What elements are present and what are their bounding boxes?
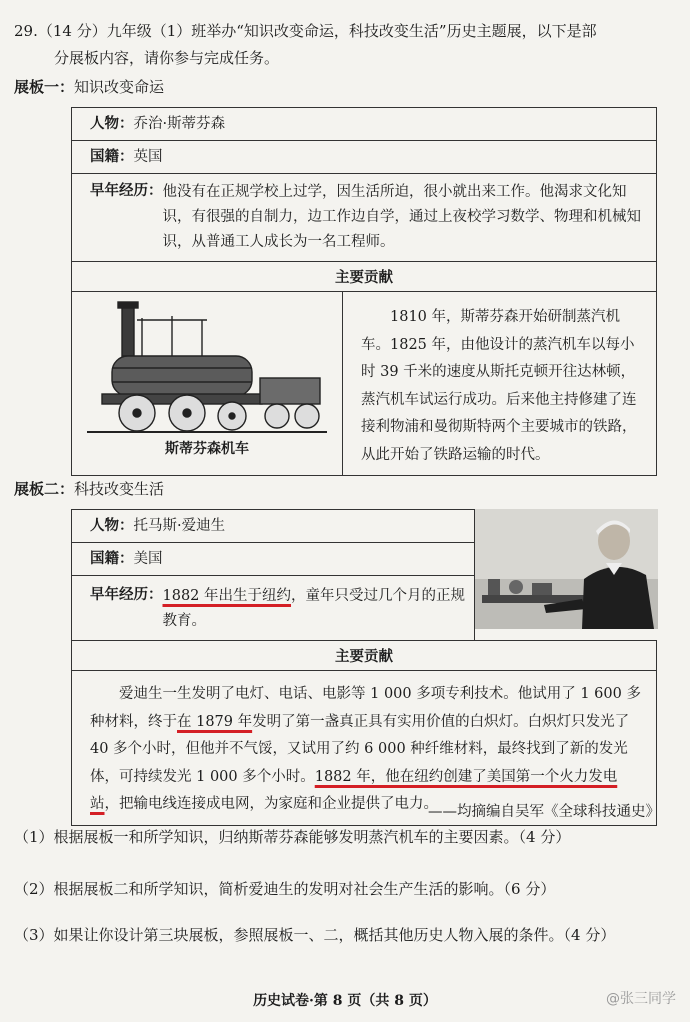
board1-image-caption: 斯蒂芬森机车 — [165, 441, 249, 457]
board2-person: 托马斯·爱迪生 — [133, 518, 226, 534]
source-citation: ——均摘编自吴军《全球科技通史》 — [428, 804, 660, 820]
board1-early-text: 他没有在正规学校上过学，因生活所迫，很小就出来工作。他渴求文化知识，有很强的自制力，边工作边自学，通过上夜校学习数学、物理和机械知识，从普通工人成长为一名工程师。 — [162, 184, 641, 250]
subquestion-1: （1）根据展板一和所学知识，归纳斯蒂芬森能够发明蒸汽机车的主要因素。（4 分） — [14, 828, 571, 846]
intro-line-1: 29.（14 分）九年级（1）班举办“知识改变命运，科技改变生活”历史主题展，以下是部 — [14, 22, 597, 40]
intro-line-2: 分展板内容，请你参与完成任务。 — [54, 49, 280, 67]
watermark: @张三同学 — [606, 991, 676, 1007]
board1-contribution: 1810 年，斯蒂芬森开始研制蒸汽机车。1825 年，由他设计的蒸汽机车以每小时 39 千米的速度从斯托克顿开往达林顿，蒸汽机车试运行成功。后来他主持修建了连接利物浦和曼彻斯特两个主要城市的铁路，从此开始了铁路运输的时代。 — [361, 309, 637, 463]
board1-person: 乔治·斯蒂芬森 — [133, 116, 226, 132]
subquestion-2: （2）根据展板二和所学知识，简析爱迪生的发明对社会生产生活的影响。（6 分） — [14, 880, 556, 898]
board2-early-underlined: 1882 年出生于纽约 — [162, 588, 292, 604]
board1-person-row: 人物：乔治·斯蒂芬森 — [72, 108, 657, 141]
question-intro — [14, 18, 676, 72]
board2-person-row: 人物：托马斯·爱迪生 — [72, 510, 475, 543]
board2-contrib-header: 主要贡献 — [72, 641, 657, 671]
board1-nation-row: 国籍：英国 — [72, 141, 657, 174]
board1-nation: 英国 — [133, 149, 163, 165]
board2-title: 展板二：科技改变生活 — [14, 480, 165, 498]
board2-underline-1879: 在 1879 年 — [177, 713, 253, 730]
board2-early-rest: ，童年只受过几个月的正规教育。 — [162, 588, 466, 629]
board1-contrib-cell — [343, 292, 657, 476]
board1-image-cell — [72, 292, 343, 476]
board1-title: 展板一：知识改变命运 — [14, 78, 165, 96]
board1-contrib-header: 主要贡献 — [72, 262, 657, 292]
page-footer: 历史试卷·第 8 页（共 8 页） — [253, 993, 437, 1009]
locomotive-illustration — [82, 298, 332, 438]
board2-nation-row: 国籍：美国 — [72, 543, 475, 576]
subquestion-3: （3）如果让你设计第三块展板，参照展板一、二，概括其他历史人物入展的条件。（4 分） — [14, 926, 616, 944]
board2-contribution: 爱迪生一生发明了电灯、电话、电影等 1 000 多项专利技术。他试用了 1 600 多种材料，终于在 1879 年发明了第一盏真正具有实用价值的白炽灯。白炽灯只发光了 40 多个小时，但他并不气馁，又试用了约 6 000 种纤维材料，最终找到了新的发光体，可持续发光 1 000 多个小时。1882 年，他在纽约创建了美国第一个火力发电站，把输电线连接成电网，为家庭和企业提供了电力。 — [90, 686, 641, 812]
board2-early-row: 早年经历： 1882 年出生于纽约，童年只受过几个月的正规教育。 — [72, 576, 475, 641]
board1-early-row: 早年经历： 他没有在正规学校上过学，因生活所迫，很小就出来工作。他渴求文化知识，有很强的自制力，边工作边自学，通过上夜校学习数学、物理和机械知识，从普通工人成长为一名工程师。 — [72, 174, 657, 262]
board1-table — [71, 107, 657, 476]
board2-nation: 美国 — [133, 551, 163, 567]
board2-table — [71, 509, 657, 826]
board2-underline-1882: 1882 年，他在纽约创建了美国第一个火力发电站 — [90, 768, 618, 812]
